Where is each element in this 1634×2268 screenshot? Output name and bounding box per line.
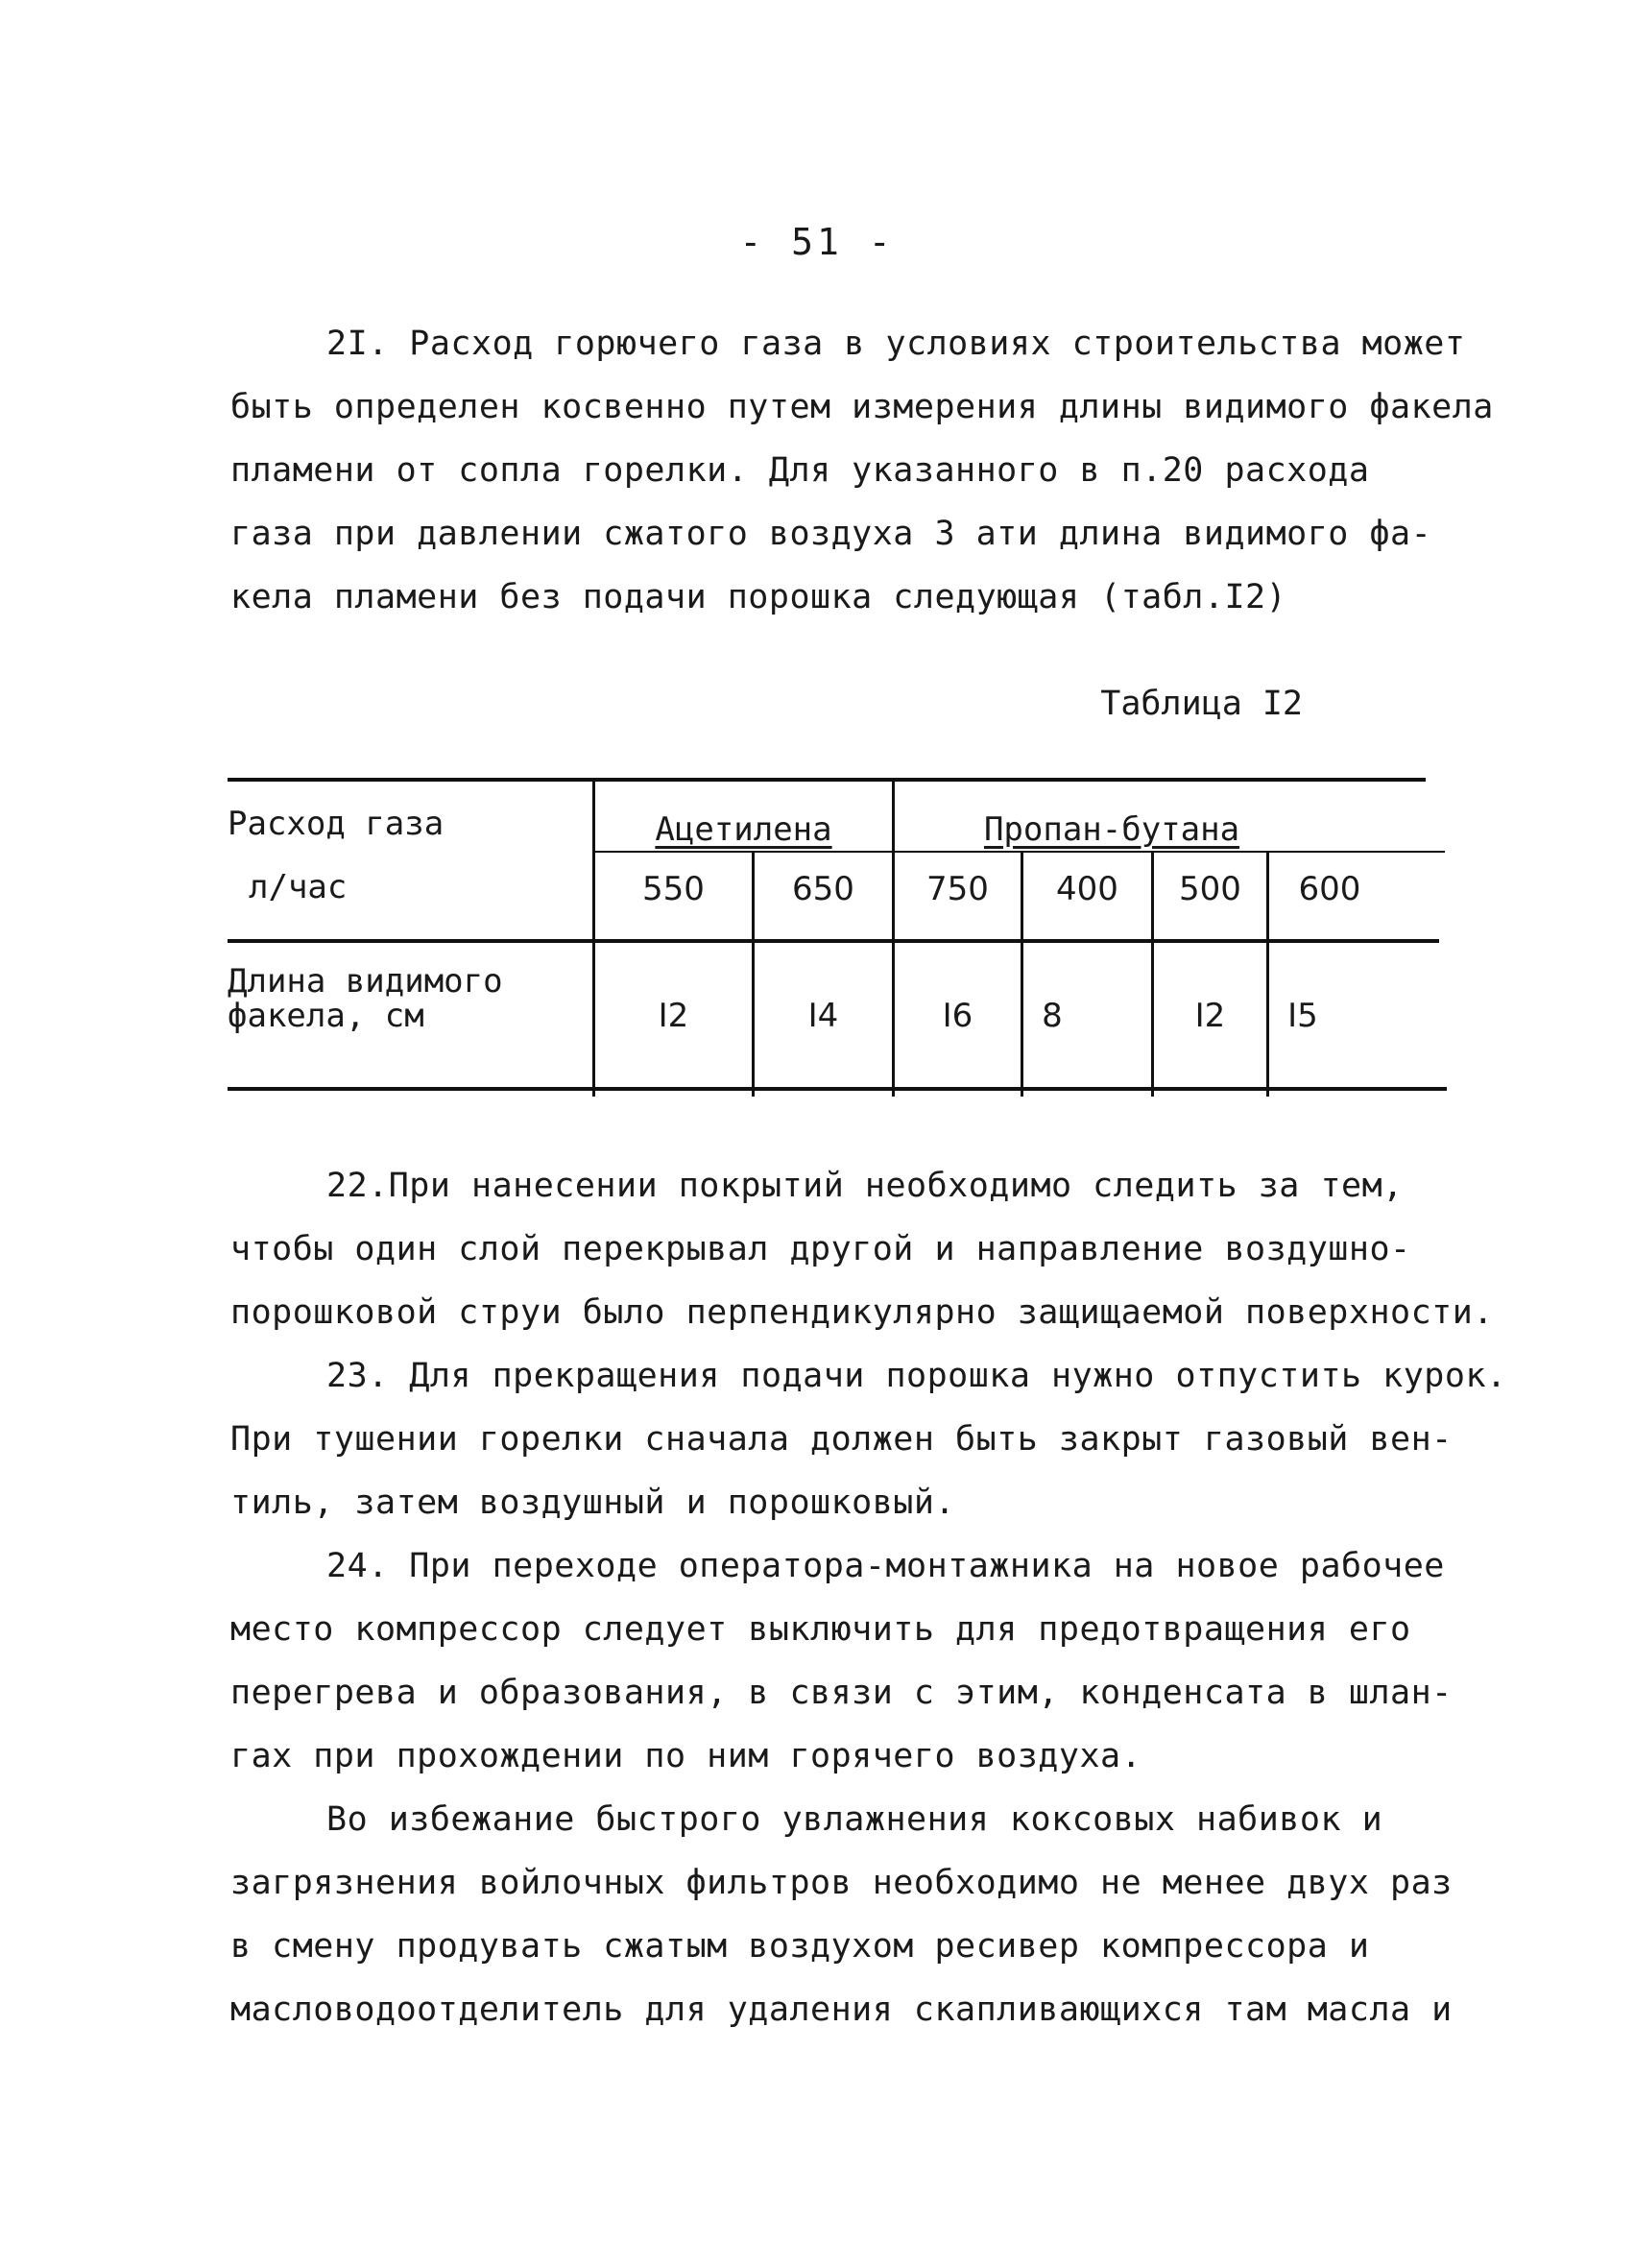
table-caption: Таблица I2 <box>1100 685 1303 723</box>
paragraph-21-line-2: быть определен косвенно путем измерения длины видимого факела <box>230 388 1494 426</box>
row-header-length-line-1: Длина видимого <box>228 962 503 1001</box>
length-value-cell: I6 <box>942 997 973 1035</box>
flow-value-cell: 650 <box>792 870 854 908</box>
paragraph-24-line-1: 24. При переходе оператора-монтажника на новое рабочее <box>326 1547 1445 1585</box>
paragraph-23-line-1: 23. Для прекращения подачи порошка нужно отпустить курок. <box>326 1357 1507 1395</box>
row-header-flow-line-1: Расход газа <box>228 805 445 843</box>
table-group-rule <box>592 851 1445 853</box>
flow-value-cell: 400 <box>1056 870 1118 908</box>
paragraph-23-line-3: тиль, затем воздушный и порошковый. <box>230 1484 956 1522</box>
length-value-cell: I5 <box>1287 997 1318 1035</box>
paragraph-25-line-1: Во избежание быстрого увлажнения коксовых набивок и <box>326 1800 1383 1839</box>
paragraph-24-line-4: гах при прохождении по ним горячего воздуха. <box>230 1737 1142 1775</box>
group-header-propane-butane: Пропан-бутана <box>983 810 1240 849</box>
group-header-acetylene: Ацетилена <box>655 810 832 849</box>
paragraph-25-line-2: загрязнения войлочных фильтров необходимо не менее двух раз <box>230 1864 1453 1902</box>
paragraph-25-line-4: масловодоотделитель для удаления скапливающихся там масла и <box>230 1991 1453 2029</box>
paragraph-22-line-3: порошковой струи было перпендикулярно защищаемой поверхности. <box>230 1293 1494 1332</box>
paragraph-21-line-1: 2I. Расход горючего газа в условиях строительства может <box>326 325 1466 363</box>
length-value-cell: I2 <box>1194 997 1226 1035</box>
paragraph-24-line-2: место компрессор следует выключить для предотвращения его <box>230 1610 1411 1649</box>
table-mid-rule <box>228 939 1439 943</box>
paragraph-21-line-5: кела пламени без подачи порошка следующая (табл.I2) <box>230 578 1287 616</box>
paragraph-22-line-2: чтобы один слой перекрывал другой и направление воздушно- <box>230 1230 1411 1268</box>
row-header-flow-line-2: л/час <box>249 868 348 906</box>
paragraph-24-line-3: перегрева и образования, в связи с этим, конденсата в шлан- <box>230 1674 1453 1712</box>
flow-value-cell: 500 <box>1179 870 1241 908</box>
paragraph-21-line-3: пламени от сопла горелки. Для указанного в п.20 расхода <box>230 451 1370 490</box>
flow-value-cell: 600 <box>1298 870 1361 908</box>
page-number: - 51 - <box>739 221 895 263</box>
length-value-cell: 8 <box>1042 997 1063 1035</box>
data-table <box>228 778 1450 1104</box>
paragraph-21-line-4: газа при давлении сжатого воздуха 3 ати длина видимого фа- <box>230 515 1432 553</box>
length-value-cell: I4 <box>807 997 839 1035</box>
table-bottom-rule <box>228 1087 1447 1091</box>
paragraph-25-line-3: в смену продувать сжатым воздухом ресивер компрессора и <box>230 1927 1370 1966</box>
table-top-rule <box>228 778 1426 782</box>
flow-value-cell: 550 <box>642 870 705 908</box>
paragraph-22-line-1: 22.При нанесении покрытий необходимо следить за тем, <box>326 1167 1404 1205</box>
paragraph-23-line-2: При тушении горелки сначала должен быть закрыт газовый вен- <box>230 1420 1453 1459</box>
flow-value-cell: 750 <box>926 870 989 908</box>
row-header-length-line-2: факела, см <box>228 997 424 1035</box>
length-value-cell: I2 <box>658 997 689 1035</box>
